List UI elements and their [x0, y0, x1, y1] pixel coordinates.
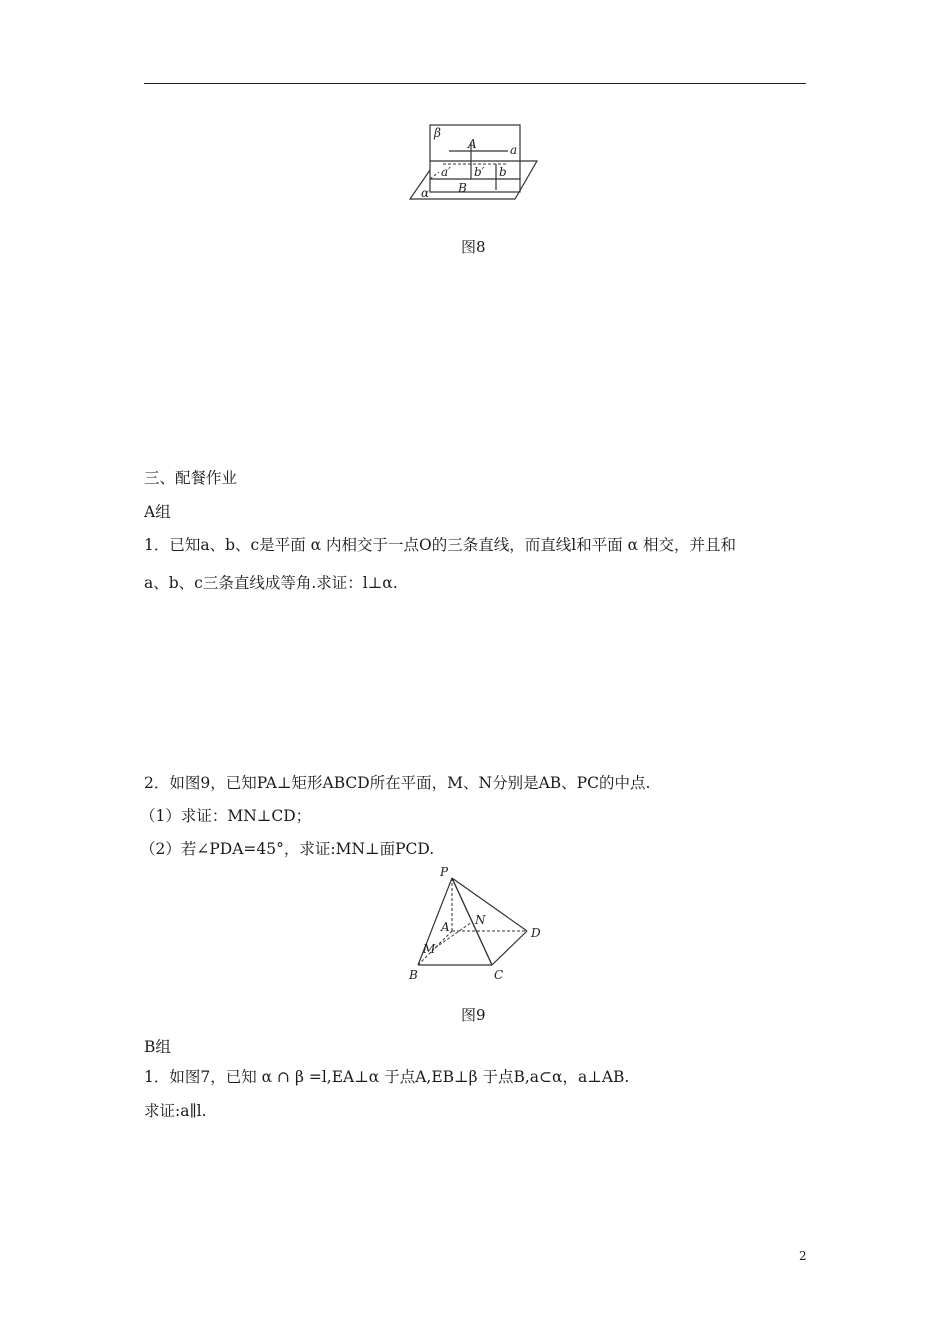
edge-PD — [452, 878, 527, 931]
figure-8-caption: 图8 — [461, 238, 486, 256]
group-b-title: B组 — [144, 1038, 171, 1056]
group-b-q1-line2: 求证:a∥l. — [144, 1102, 207, 1120]
label-N: N — [475, 913, 486, 927]
section-title: 三、配餐作业 — [144, 469, 238, 487]
group-a-q1-line2: a、b、c三条直线成等角.求证：l⊥α. — [144, 574, 398, 592]
label-B: B — [458, 181, 467, 195]
header-rule — [144, 83, 806, 84]
label-b-prime: b′ — [474, 165, 485, 179]
label-B: B — [409, 968, 418, 982]
label-a-prime: a′ — [441, 165, 451, 179]
label-C: C — [494, 968, 504, 982]
page-number: 2 — [799, 1249, 807, 1263]
label-M: M — [423, 942, 436, 956]
label-a: a — [510, 143, 518, 157]
group-b-q1-line1: 1．如图7，已知 α ∩ β =l,EA⊥α 于点A,EB⊥β 于点B,a⊂α，a⊥AB. — [144, 1068, 630, 1086]
group-a-q2-line1: 2．如图9，已知PA⊥矩形ABCD所在平面，M、N分别是AB、PC的中点. — [144, 774, 651, 792]
group-a-q2-part1: （1）求证：MN⊥CD； — [140, 807, 312, 825]
line-a-prime — [430, 172, 439, 179]
plane-beta — [430, 125, 520, 192]
label-P: P — [440, 865, 449, 879]
label-A: A — [468, 137, 477, 151]
label-D: D — [531, 926, 541, 940]
figure-9-caption: 图9 — [461, 1006, 486, 1024]
edge-CD — [492, 931, 527, 965]
figure-8-diagram — [405, 120, 545, 206]
group-a-title: A组 — [144, 503, 171, 521]
label-beta: β — [434, 126, 441, 140]
label-A: A — [441, 920, 450, 934]
label-b: b — [499, 165, 507, 179]
group-a-q2-part2: （2）若∠PDA=45°，求证:MN⊥面PCD. — [140, 840, 435, 858]
figure-9-diagram — [400, 862, 550, 986]
label-alpha: α — [421, 186, 430, 200]
group-a-q1-line1: 1．已知a、b、c是平面 α 内相交于一点O的三条直线，而直线l和平面 α 相交，并且和 — [144, 536, 737, 554]
